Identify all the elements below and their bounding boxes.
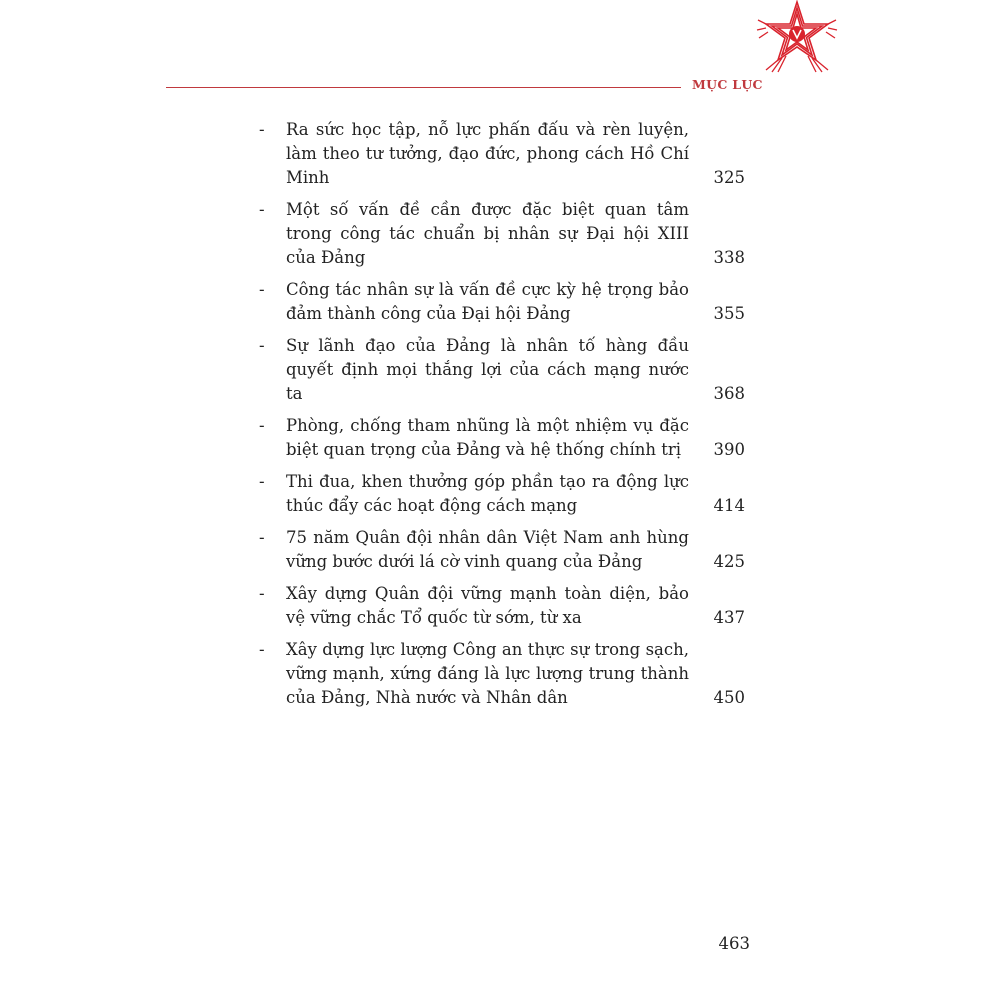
toc-entry-title: Công tác nhân sự là vấn đề cực kỳ hệ trọng bảo đảm thành công của Đại hội Đảng [286, 280, 689, 323]
toc-entry-title: Xây dựng lực lượng Công an thực sự trong sạch, vững mạnh, xứng đáng là lực lượng trung thành của Đảng, Nhà nước và Nhân dân [286, 640, 689, 707]
header-rule [166, 87, 681, 88]
toc-entry-page: 355 [713, 304, 745, 323]
toc-entry[interactable] [259, 334, 751, 406]
page-number: 463 [718, 934, 750, 953]
toc-entry-page: 390 [713, 440, 745, 459]
toc-entry[interactable] [259, 198, 751, 270]
section-title: MỤC LỤC [692, 77, 763, 92]
toc-entry[interactable] [259, 582, 751, 630]
toc-entry-page: 450 [713, 688, 745, 707]
list-dash: - [259, 120, 265, 139]
toc-entry-title: 75 năm Quân đội nhân dân Việt Nam anh hùng vững bước dưới lá cờ vinh quang của Đảng [286, 528, 689, 571]
toc-entry-title: Xây dựng Quân đội vững mạnh toàn diện, bảo vệ vững chắc Tổ quốc từ sớm, từ xa [286, 584, 689, 627]
red-star-emblem-icon [756, 0, 838, 74]
toc-entry-title: Phòng, chống tham nhũng là một nhiệm vụ đặc biệt quan trọng của Đảng và hệ thống chính trị [286, 416, 689, 459]
toc-entry-title: Ra sức học tập, nỗ lực phấn đấu và rèn luyện, làm theo tư tưởng, đạo đức, phong cách Hồ Chí Minh [286, 120, 689, 187]
list-dash: - [259, 640, 265, 659]
toc-entry-page: 368 [713, 384, 745, 403]
toc-entry-title: Thi đua, khen thưởng góp phần tạo ra động lực thúc đẩy các hoạt động cách mạng [286, 472, 689, 515]
list-dash: - [259, 200, 265, 219]
toc-entry-title: Một số vấn đề cần được đặc biệt quan tâm trong công tác chuẩn bị nhân sự Đại hội XIII của Đảng [286, 200, 689, 267]
toc-entry-page: 414 [713, 496, 745, 515]
toc-entry[interactable] [259, 278, 751, 326]
toc-entry-page: 437 [713, 608, 745, 627]
list-dash: - [259, 336, 265, 355]
list-dash: - [259, 528, 265, 547]
toc-entry-page: 338 [713, 248, 745, 267]
toc-entry[interactable] [259, 118, 751, 190]
toc-entry-page: 425 [713, 552, 745, 571]
toc-entry[interactable] [259, 638, 751, 710]
toc-entry-page: 325 [713, 168, 745, 187]
list-dash: - [259, 416, 265, 435]
list-dash: - [259, 584, 265, 603]
toc-entry[interactable] [259, 414, 751, 462]
table-of-contents [259, 118, 751, 718]
list-dash: - [259, 472, 265, 491]
toc-entry-title: Sự lãnh đạo của Đảng là nhân tố hàng đầu quyết định mọi thắng lợi của cách mạng nước ta [286, 336, 689, 403]
toc-entry[interactable] [259, 470, 751, 518]
toc-entry[interactable] [259, 526, 751, 574]
list-dash: - [259, 280, 265, 299]
